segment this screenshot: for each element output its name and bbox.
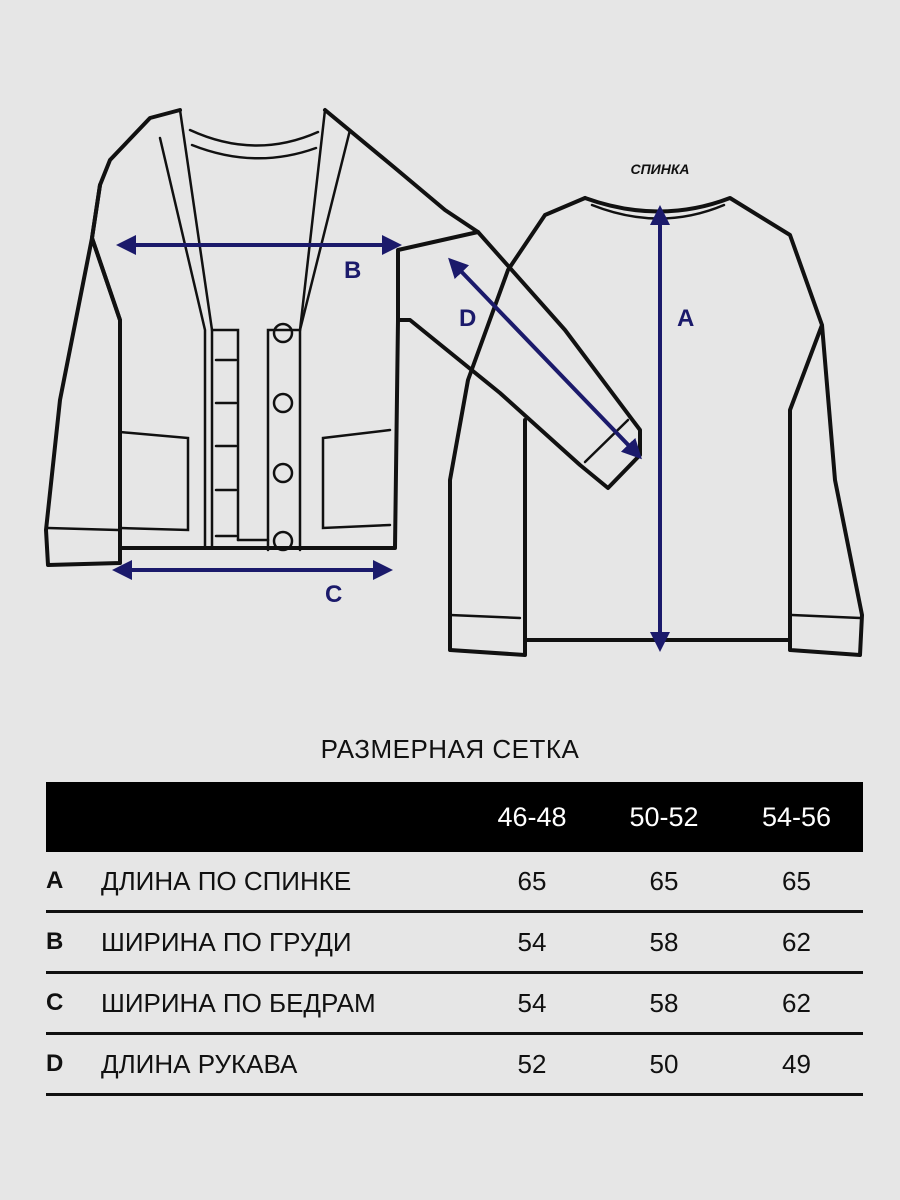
measure-label-b: B (344, 257, 362, 284)
measure-label-a: A (677, 305, 695, 332)
back-label: СПИНКА (630, 161, 690, 177)
row-code: B (46, 912, 101, 973)
measurement-d (455, 265, 635, 452)
table-row (46, 852, 863, 912)
measurement-b (126, 245, 392, 284)
row-code: C (46, 973, 101, 1034)
measurement-a (660, 215, 694, 642)
row-name: ДЛИНА ПО СПИНКЕ (101, 852, 466, 912)
row-code: A (46, 852, 101, 912)
row-name: ДЛИНА РУКАВА (101, 1034, 466, 1095)
size-chart-table (46, 782, 863, 1096)
table-row (46, 1034, 863, 1095)
row-value: 62 (730, 912, 863, 973)
back-view-drawing (450, 161, 862, 655)
size-chart-title: РАЗМЕРНАЯ СЕТКА (320, 734, 580, 764)
row-value: 62 (730, 973, 863, 1034)
measure-label-c: C (325, 581, 343, 608)
table-row (46, 912, 863, 973)
measurement-c (122, 570, 383, 608)
row-code: D (46, 1034, 101, 1095)
row-value: 58 (598, 912, 730, 973)
measure-label-d: D (459, 305, 477, 332)
header-empty-cell (46, 782, 101, 852)
row-value: 65 (598, 852, 730, 912)
size-header: 46-48 (466, 782, 598, 852)
front-view-drawing (46, 110, 640, 565)
row-value: 52 (466, 1034, 598, 1095)
row-name: ШИРИНА ПО ГРУДИ (101, 912, 466, 973)
size-header: 54-56 (730, 782, 863, 852)
row-value: 49 (730, 1034, 863, 1095)
row-value: 58 (598, 973, 730, 1034)
table-header-row (46, 782, 863, 852)
row-value: 54 (466, 912, 598, 973)
row-value: 50 (598, 1034, 730, 1095)
row-value: 54 (466, 973, 598, 1034)
table-row (46, 973, 863, 1034)
header-empty-cell (101, 782, 466, 852)
row-name: ШИРИНА ПО БЕДРАМ (101, 973, 466, 1034)
row-value: 65 (466, 852, 598, 912)
row-value: 65 (730, 852, 863, 912)
size-header: 50-52 (598, 782, 730, 852)
